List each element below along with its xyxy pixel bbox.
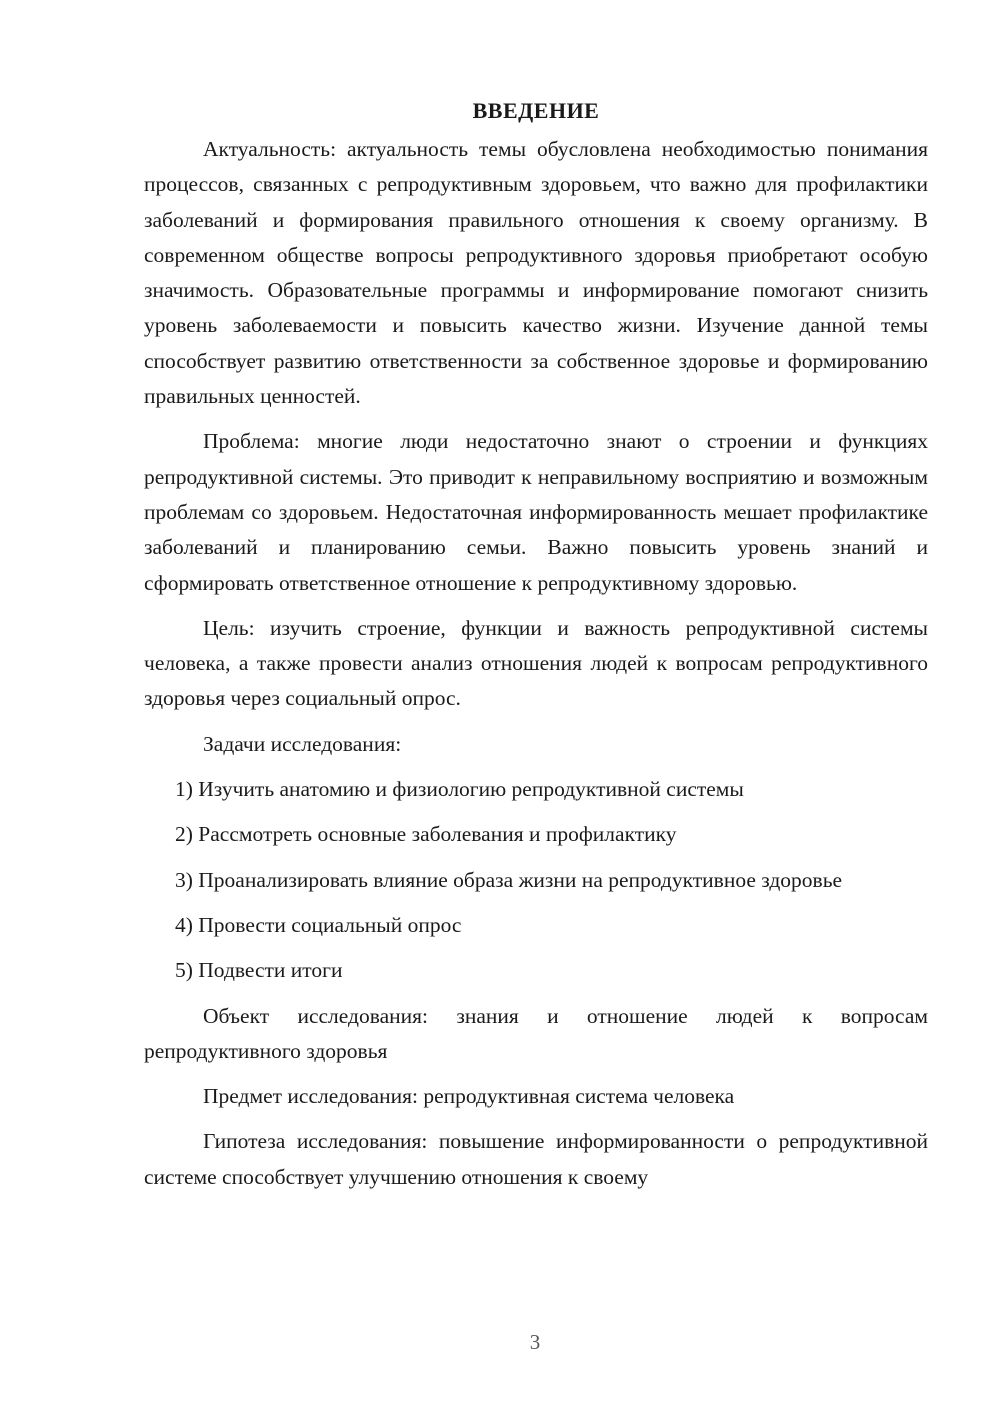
tasks-list [144, 772, 928, 988]
tasks-heading: Задачи исследования: [203, 731, 402, 756]
list-item: 5) Подвести итоги [175, 958, 343, 983]
page-title: ВВЕДЕНИЕ [472, 98, 600, 123]
relevance-paragraph: Актуальность: актуальность темы обусловлена необходимостью понимания процессов, связанных с репродуктивным здоровьем, что важно для профилактики заболеваний и формирования правильного отношения к своему организму. В современном обществе вопросы репродуктивного здоровья приобретают особую значимость. Образовательные программы и информирование помогают снизить уровень заболеваемости и повысить качество жизни. Изучение данной темы способствует развитию ответственности за собственное здоровье и формированию правильных ценностей. [144, 137, 928, 409]
object-paragraph: Объект исследования: знания и отношение людей к вопросам репродуктивного здоровья [144, 1003, 928, 1063]
list-item: 2) Рассмотреть основные заболевания и профилактику [175, 822, 677, 847]
goal-paragraph: Цель: изучить строение, функции и важность репродуктивной системы человека, а также провести анализ отношения людей к вопросам репродуктивного здоровья через социальный опрос. [144, 615, 928, 711]
hypothesis-paragraph: Гипотеза исследования: повышение информированности о репродуктивной системе способствует улучшению отношения к своему [144, 1129, 928, 1189]
problem-paragraph: Проблема: многие люди недостаточно знают о строении и функциях репродуктивной системы. Это приводит к неправильному восприятию и возможным проблемам со здоровьем. Недостаточная информированность мешает профилактике заболеваний и планированию семьи. Важно повысить уровень знаний и сформировать ответственное отношение к репродуктивному здоровью. [144, 429, 928, 595]
list-item: 3) Проанализировать влияние образа жизни на репродуктивное здоровье [175, 867, 843, 892]
subject-paragraph: Предмет исследования: репродуктивная система человека [203, 1084, 735, 1109]
page-number: 3 [529, 1330, 541, 1354]
document-page [144, 96, 928, 1205]
list-item: 4) Провести социальный опрос [175, 912, 462, 937]
list-item: 1) Изучить анатомию и физиологию репродуктивной системы [175, 777, 744, 802]
